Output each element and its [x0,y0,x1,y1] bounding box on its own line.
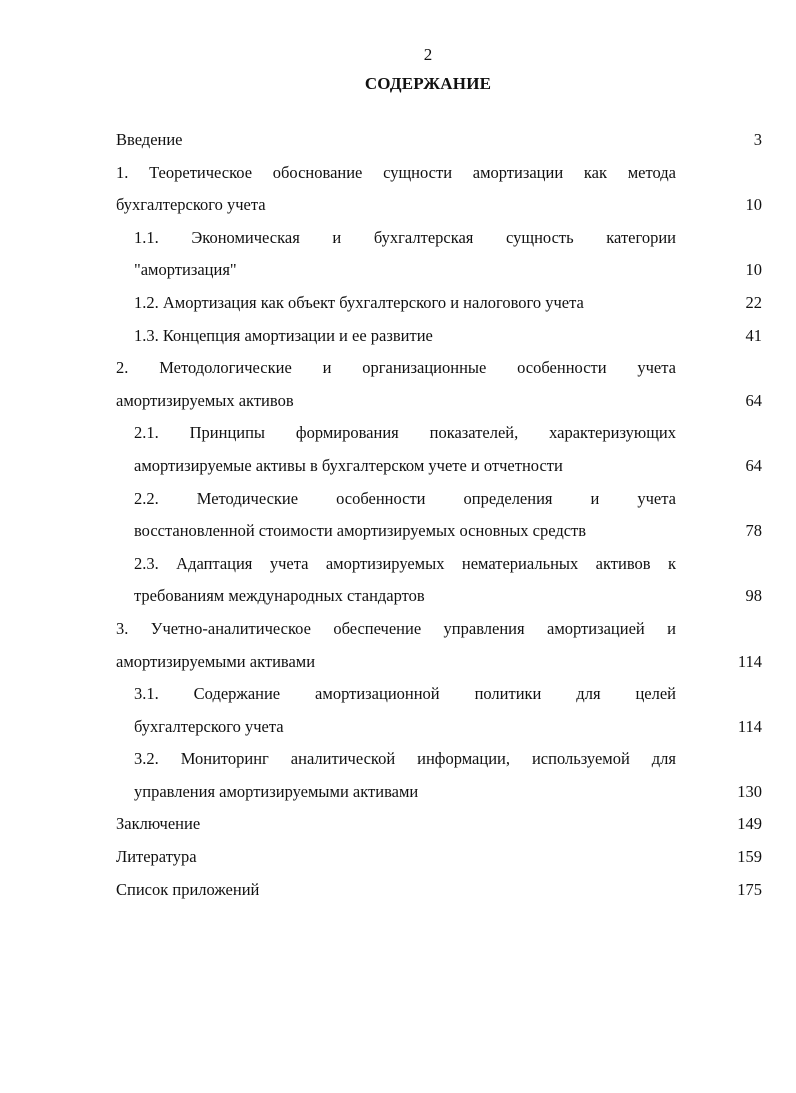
toc-entry-title: бухгалтерского учета [116,195,266,215]
toc-entry-page-number: 114 [737,716,762,736]
toc-entry-title: требованиям международных стандартов [134,586,425,606]
toc-entry-title: управления амортизируемыми активами [134,781,419,801]
toc-entry-title: Список приложений [116,879,260,899]
toc-entry-line: 1.1. Экономическая и бухгалтерская сущность категории [134,227,676,247]
toc-entry-title: амортизируемые активы в бухгалтерском учете и отчетности [134,455,563,475]
toc-entry-row [134,711,762,744]
toc-entry-title: Литература [116,847,197,867]
toc-entry-title: Введение [116,130,183,149]
toc-title: СОДЕРЖАНИЕ [364,74,492,93]
toc-entry [116,743,762,808]
toc-entry [116,678,762,743]
toc-entry-row [116,646,762,679]
toc-entry-page-number: 98 [745,586,762,606]
toc-entry-row [116,124,762,157]
toc-entry-row [116,808,762,841]
toc-entry-title: восстановленной стоимости амортизируемых основных средств [134,521,587,541]
toc-entry-page-number: 22 [745,292,762,312]
toc-entry-title: 1.3. Концепция амортизации и ее развитие [134,325,433,345]
toc-entry-page-number: 3 [753,130,762,149]
toc-entry-row [134,450,762,483]
toc-entry-title: "амортизация" [134,260,237,280]
toc-entry-page-number: 114 [737,651,762,671]
toc-entry [116,352,762,417]
toc-entry-row [134,254,762,287]
toc-entry-row [116,841,762,874]
toc-entry-row [134,580,762,613]
toc-entry-title: амортизируемых активов [116,390,294,410]
toc-entry-page-number: 10 [745,195,762,215]
toc-entry [116,417,762,482]
toc-entry-line: 2.2. Методические особенности определения и учета [134,488,676,508]
toc-entry [116,613,762,678]
toc-entry [116,874,762,907]
toc-entry [116,548,762,613]
toc-entry [116,157,762,222]
toc-entry-row [134,776,762,809]
toc-entry [116,841,762,874]
toc-entry-page-number: 10 [745,260,762,280]
toc-entry-page-number: 175 [737,879,762,899]
toc-entry-page-number: 130 [737,781,762,801]
toc-entry-page-number: 64 [745,455,762,475]
toc-entry [116,124,762,157]
toc-entry-title: 1.2. Амортизация как объект бухгалтерского и налогового учета [134,292,584,312]
toc-entry-title: Заключение [116,814,201,834]
toc-entry [116,287,762,320]
toc-entry-title: бухгалтерского учета [134,716,284,736]
toc-entry-page-number: 78 [745,521,762,541]
toc-entry-row [116,874,762,907]
toc-entry [116,222,762,287]
toc-entry-line: 1. Теоретическое обоснование сущности амортизации как метода [116,162,676,182]
toc-entry [116,483,762,548]
toc-entry [116,808,762,841]
toc-entry [116,320,762,353]
toc-entry-row [134,515,762,548]
toc-entry-page-number: 64 [745,390,762,410]
toc-entry-row [116,385,762,418]
toc-entry-row [134,287,762,320]
toc-entry-line: 2.1. Принципы формирования показателей, характеризующих [134,423,676,443]
page-number: 2 [423,45,433,64]
toc-entry-line: 3.1. Содержание амортизационной политики для целей [134,684,676,704]
toc-entry-line: 3.2. Мониторинг аналитической информации, используемой для [134,749,676,769]
toc-entry-line: 3. Учетно-аналитическое обеспечение управления амортизацией и [116,618,676,638]
table-of-contents [116,124,762,906]
toc-entry-page-number: 159 [737,847,762,867]
toc-entry-page-number: 149 [737,814,762,834]
toc-entry-row [134,320,762,353]
toc-entry-row [116,189,762,222]
toc-entry-line: 2.3. Адаптация учета амортизируемых нематериальных активов к [134,553,676,573]
toc-entry-page-number: 41 [745,325,762,345]
toc-entry-title: амортизируемыми активами [116,651,316,671]
toc-entry-line: 2. Методологические и организационные особенности учета [116,358,676,378]
